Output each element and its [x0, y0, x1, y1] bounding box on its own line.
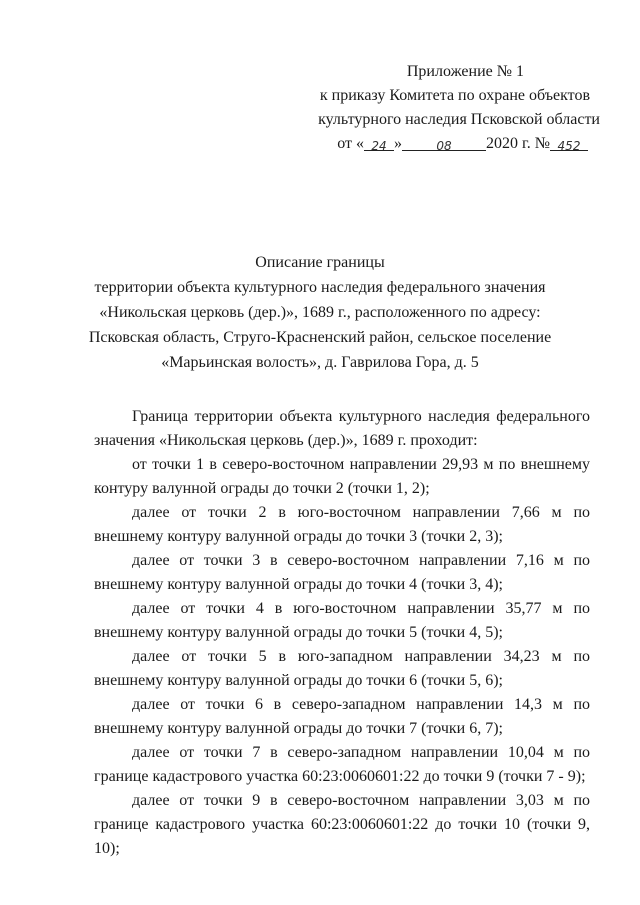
- month-field: [402, 134, 486, 151]
- body-paragraph: от точки 1 в северо-восточном направлении 29,93 м по внешнему контуру валунной ограды до точки 2 (точки 1, 2);: [94, 456, 590, 497]
- date-prefix: от «: [337, 135, 364, 152]
- order-date-line: [300, 132, 600, 156]
- appendix-line-3: культурного наследия Псковской области: [318, 111, 600, 128]
- body-paragraph: далее от точки 7 в северо-западном направлении 10,04 м по границе кадастрового участка 60:23:0060601:22 до точки 9 (точки 7 - 9);: [94, 744, 590, 785]
- body-paragraph: далее от точки 4 в юго-восточном направлении 35,77 м по внешнему контуру валунной ограды до точки 5 (точки 4, 5);: [94, 600, 590, 641]
- day-value: 24: [371, 139, 387, 153]
- number-field: [550, 134, 588, 151]
- body-paragraph: далее от точки 2 в юго-восточном направлении 7,66 м по внешнему контуру валунной ограды до точки 3 (точки 2, 3);: [94, 504, 590, 545]
- body-paragraph: далее от точки 6 в северо-западном направлении 14,3 м по внешнему контуру валунной ограды до точки 7 (точки 6, 7);: [94, 696, 590, 737]
- document-title: [40, 250, 600, 375]
- title-line-4: Псковская область, Струго-Красненский район, сельское поселение: [88, 329, 552, 346]
- body-paragraph: далее от точки 3 в северо-восточном направлении 7,16 м по внешнему контуру валунной ограды до точки 4 (точки 3, 4);: [94, 552, 590, 593]
- title-line-5: «Марьинская волость», д. Гаврилова Гора, д. 5: [161, 354, 479, 371]
- date-quote-close: »: [393, 135, 402, 152]
- month-value: 08: [436, 139, 452, 153]
- document-body: [94, 405, 590, 861]
- number-value: 452: [557, 139, 581, 153]
- body-paragraph: далее от точки 5 в юго-западном направлении 34,23 м по внешнему контуру валунной ограды до точки 6 (точки 5, 6);: [94, 648, 590, 689]
- appendix-header: [300, 60, 600, 156]
- appendix-line-1: Приложение № 1: [406, 63, 524, 80]
- day-field: [364, 134, 394, 151]
- title-line-2: территории объекта культурного наследия федерального значения: [94, 279, 546, 296]
- title-line-1: Описание границы: [255, 254, 385, 271]
- body-paragraph: далее от точки 9 в северо-восточном направлении 3,03 м по границе кадастрового участка 60:23:0060601:22 до точки 10 (точки 9, 10);: [94, 792, 590, 857]
- year-and-number-label: 2020 г. №: [485, 135, 550, 152]
- body-paragraph: Граница территории объекта культурного наследия федерального значения «Никольская церковь (дер.)», 1689 г. проходит:: [94, 408, 590, 449]
- title-line-3: «Никольская церковь (дер.)», 1689 г., расположенного по адресу:: [99, 304, 541, 321]
- appendix-line-2: к приказу Комитета по охране объектов: [319, 87, 590, 104]
